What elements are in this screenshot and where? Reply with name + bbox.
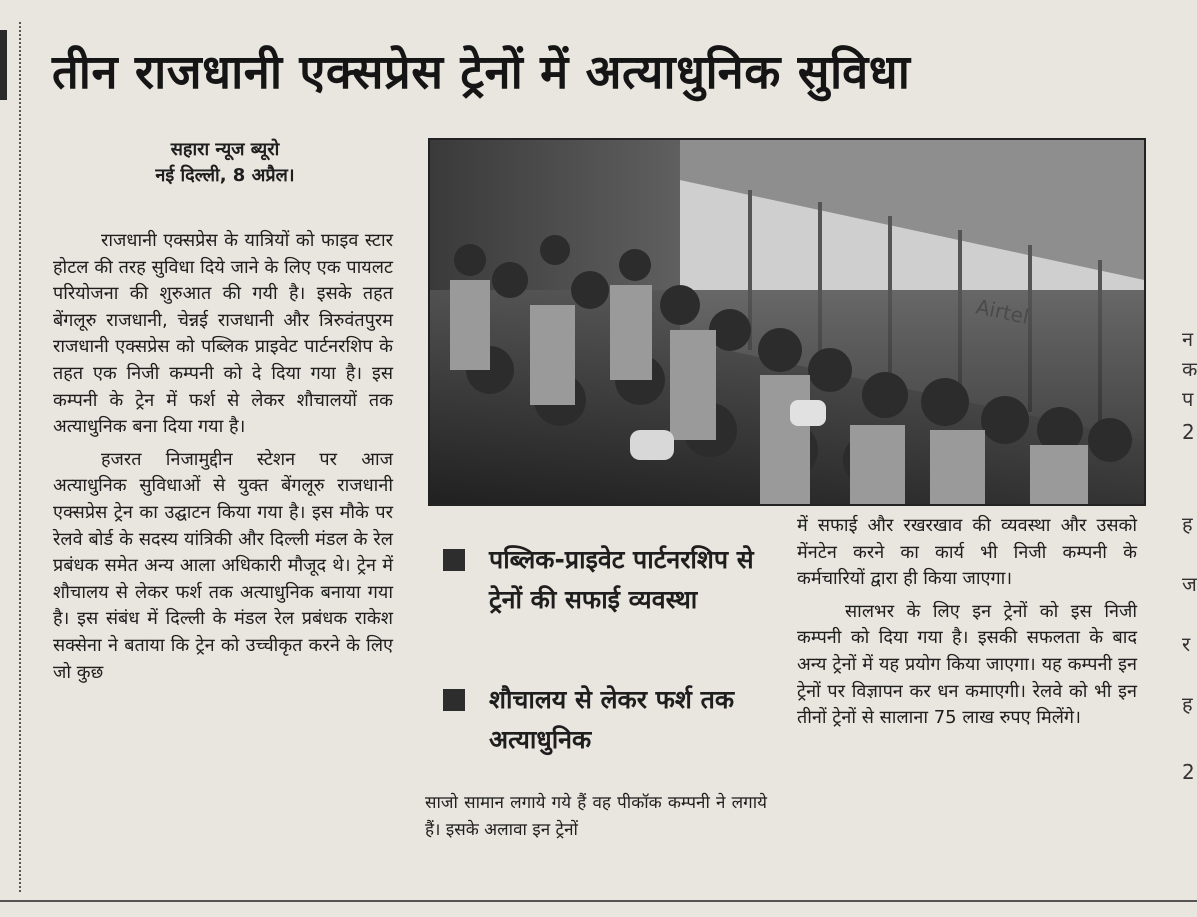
byline bbox=[110, 137, 340, 189]
highlight-box bbox=[443, 680, 773, 760]
article-column-1 bbox=[53, 228, 393, 686]
article-column-2 bbox=[425, 790, 767, 843]
byline-source: सहारा न्यूज ब्यूरो bbox=[170, 139, 280, 160]
highlight-text: पब्लिक-प्राइवेट पार्टनरशिप से ट्रेनों की सफाई व्यवस्था bbox=[489, 545, 754, 614]
paragraph: राजधानी एक्सप्रेस के यात्रियों को फाइव स्टार होटल की तरह सुविधा दिये जाने के लिए एक पायलट परियोजना की शुरुआत की गयी है। इसके तहत बेंगलूरु राजधानी, चेन्नई राजधानी और त्रिरुवंतपुरम राजधानी एक्सप्रेस को पब्लिक प्राइवेट पार्टनरशिप के तहत एक निजी कम्पनी को दे दिया गया है। इस कम्पनी के ट्रेन में फर्श से लेकर शौचालयों तक अत्याधुनिक बना दिया गया है। bbox=[53, 230, 393, 438]
edge-fragment: ह bbox=[1182, 512, 1193, 536]
paragraph: में सफाई और रखरखाव की व्यवस्था और उसको मेंनटेन करने का कार्य भी निजी कम्पनी के कर्मचारियों द्वारा ही किया जाएगा। bbox=[797, 515, 1137, 590]
dotted-column-separator bbox=[19, 22, 21, 892]
edge-fragment: र bbox=[1182, 632, 1191, 656]
paragraph: हजरत निजामुद्दीन स्टेशन पर आज अत्याधुनिक सुविधाओं से युक्त बेंगलूरु राजधानी एक्सप्रेस ट्रेन का उद्घाटन किया गया है। इस मौके पर रेलवे बोर्ड के सदस्य यांत्रिकी और दिल्ली मंडल के रेल प्रबंधक समेत अन्य आला अधिकारी मौजूद थे। ट्रेन में शौचालय से लेकर फर्श तक अत्याधुनिक बनाया गया है। इस संबंध में दिल्ली के मंडल रेल प्रबंधक राकेश सक्सेना ने बताया कि ट्रेन को उच्चीकृत करने के लिए जो कुछ bbox=[53, 448, 393, 683]
edge-fragment: 2 bbox=[1182, 760, 1195, 784]
highlight-text: शौचालय से लेकर फर्श तक अत्याधुनिक bbox=[489, 685, 735, 754]
paragraph: सालभर के लिए इन ट्रेनों को इस निजी कम्पनी को दिया गया है। इसकी सफलता के बाद अन्य ट्रेनों में यह प्रयोग किया जाएगा। यह कम्पनी इन ट्रेनों पर विज्ञापन कर धन कमाएगी। रेलवे को भी इन तीनों ट्रेनों से सालाना 75 लाख रुपए मिलेंगे। bbox=[797, 600, 1137, 729]
edge-fragment: ह bbox=[1182, 692, 1193, 716]
edge-fragment: ज bbox=[1182, 572, 1197, 596]
adjacent-column-rule bbox=[0, 30, 7, 100]
train-sign: Airtel bbox=[973, 294, 1031, 329]
headline: तीन राजधानी एक्सप्रेस ट्रेनों में अत्याधुनिक सुविधा bbox=[52, 45, 911, 100]
news-photo bbox=[428, 138, 1146, 506]
edge-fragment: न bbox=[1182, 327, 1194, 351]
page-bottom-rule bbox=[0, 900, 1197, 902]
byline-dateline: नई दिल्ली, 8 अप्रैल। bbox=[155, 165, 295, 186]
square-bullet-icon bbox=[443, 689, 465, 711]
edge-fragment: क bbox=[1182, 357, 1197, 381]
article-column-3 bbox=[797, 513, 1137, 732]
photo-crowd-at-train bbox=[430, 140, 1144, 504]
edge-fragment: प bbox=[1182, 387, 1194, 411]
adjacent-article-fragment bbox=[1168, 40, 1197, 917]
highlight-box bbox=[443, 540, 773, 620]
edge-fragment: 2 bbox=[1182, 420, 1195, 444]
square-bullet-icon bbox=[443, 549, 465, 571]
paragraph: साजो सामान लगाये गये हैं वह पीकॉक कम्पनी ने लगाये हैं। इसके अलावा इन ट्रेनों bbox=[425, 793, 767, 840]
